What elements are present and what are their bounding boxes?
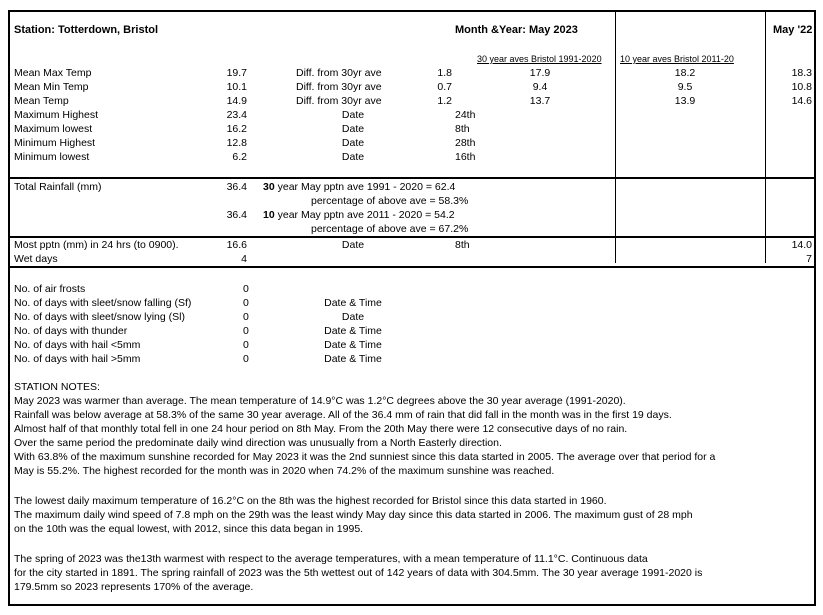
ave10-value: 13.9 <box>674 95 696 107</box>
most-pptn-label: Most pptn (mm) in 24 hrs (to 0900). <box>14 239 179 251</box>
most-pptn-value: 16.6 <box>226 239 247 251</box>
notes-line: Rainfall was below average at 58.3% of the same 30 year average. All of the 36.4 mm of rain that did fall in the month was in the first 19 days. <box>14 409 672 421</box>
rainfall-ave30 <box>263 180 455 194</box>
ave10-text: year May pptn ave 2011 - 2020 = 54.2 <box>274 209 455 221</box>
row-label: Minimum Highest <box>14 137 96 149</box>
row-value: 16.2 <box>226 123 247 135</box>
rainfall-pct10: percentage of above ave = 67.2% <box>311 223 469 235</box>
count-value: 0 <box>243 297 249 309</box>
row-value: 10.1 <box>226 81 247 93</box>
most-pptn-date: 8th <box>455 239 470 251</box>
count-label: No. of days with thunder <box>14 325 128 337</box>
column-divider <box>765 10 766 263</box>
notes-line: Almost half of that monthly total fell in one 24 hour period on 8th May. From the 20th May there were 12 consecutive days of no rain. <box>14 423 628 435</box>
date-label: Date <box>341 137 365 149</box>
rainfall-value-2: 36.4 <box>226 209 247 221</box>
notes-line: 179.5mm so 2023 represents 170% of the average. <box>14 581 254 593</box>
date-value: 24th <box>455 109 476 121</box>
prev-year-header: May '22 <box>773 24 813 36</box>
count-extra: Date & Time <box>324 297 382 309</box>
ave30-value: 17.9 <box>529 67 551 79</box>
notes-line: With 63.8% of the maximum sunshine recorded for May 2023 it was the 2nd sunniest since this data started in 2005. The average over that period for a <box>14 451 716 463</box>
row-value: 6.2 <box>232 151 247 163</box>
notes-line: for the city started in 1891. The spring rainfall of 2023 was the 5th wettest out of 142 years of data with 304.5mm. The 30 year average 1991-2020 is <box>14 567 703 579</box>
row-label: Maximum Highest <box>14 109 99 121</box>
ave30-value: 13.7 <box>529 95 551 107</box>
rainfall-pct30: percentage of above ave = 58.3% <box>311 195 469 207</box>
most-pptn-prev: 14.0 <box>791 239 812 251</box>
count-extra: Date & Time <box>324 339 382 351</box>
prev-value: 18.3 <box>791 67 812 79</box>
count-label: No. of days with hail >5mm <box>14 353 141 365</box>
count-value: 0 <box>243 311 249 323</box>
ave10-value: 9.5 <box>677 81 693 93</box>
count-value: 0 <box>243 353 249 365</box>
count-extra: Date & Time <box>324 325 382 337</box>
notes-line: Over the same period the predominate daily wind direction was unusually from a North Easterly direction. <box>14 437 502 449</box>
prev-value: 14.6 <box>791 95 812 107</box>
diff-label: Diff. from 30yr ave <box>296 67 382 79</box>
date-label: Date <box>341 109 365 121</box>
date-label: Date <box>341 239 365 251</box>
ave10-years: 10 <box>263 209 275 221</box>
count-label: No. of air frosts <box>14 283 86 295</box>
notes-line: The spring of 2023 was the13th warmest with respect to the average temperatures, with a mean temperature of 11.1°C. Continuous data <box>14 553 648 565</box>
column-divider <box>615 10 616 263</box>
row-value: 14.9 <box>226 95 247 107</box>
row-value: 23.4 <box>226 109 247 121</box>
row-label: Mean Max Temp <box>14 67 92 79</box>
station-name: Station: Totterdown, Bristol <box>14 24 159 36</box>
row-value: 19.7 <box>226 67 247 79</box>
date-label: Date <box>341 123 365 135</box>
wet-days-label: Wet days <box>14 253 58 265</box>
date-value: 28th <box>455 137 476 149</box>
date-label: Date <box>341 151 365 163</box>
notes-paragraph <box>14 494 804 536</box>
rainfall-value: 36.4 <box>226 181 247 193</box>
diff-label: Diff. from 30yr ave <box>296 95 382 107</box>
count-extra: Date & Time <box>324 353 382 365</box>
notes-line: The maximum daily wind speed of 7.8 mph on the 29th was the least windy May day since this data started in 2006. The maximum gust of 28 mph <box>14 509 693 521</box>
row-value: 12.8 <box>226 137 247 149</box>
ave30-text: year May pptn ave 1991 - 2020 = 62.4 <box>274 181 456 193</box>
section-divider <box>8 266 816 268</box>
notes-line: May is 55.2%. The highest recorded for the month was in 2020 when 74.2% of the maximum sunshine was reached. <box>14 465 555 477</box>
rainfall-ave10 <box>263 208 455 222</box>
count-extra: Date <box>341 311 365 323</box>
row-label: Mean Temp <box>14 95 69 107</box>
notes-line: The lowest daily maximum temperature of 16.2°C on the 8th was the highest recorded for Bristol since this data started in 1960. <box>14 495 607 507</box>
count-label: No. of days with sleet/snow lying (Sl) <box>14 311 185 323</box>
count-label: No. of days with sleet/snow falling (Sf) <box>14 297 192 309</box>
diff-value: 1.8 <box>437 67 452 79</box>
row-label: Maximum lowest <box>14 123 93 135</box>
ave30-years: 30 <box>263 181 275 193</box>
aves10-header: 10 year aves Bristol 2011-20 <box>620 54 734 64</box>
notes-title: STATION NOTES: <box>14 381 100 393</box>
notes-paragraph <box>14 552 804 594</box>
diff-label: Diff. from 30yr ave <box>296 81 382 93</box>
count-label: No. of days with hail <5mm <box>14 339 141 351</box>
row-label: Mean Min Temp <box>14 81 89 93</box>
wet-days-value: 4 <box>241 253 247 265</box>
month-year: Month &Year: May 2023 <box>455 24 578 36</box>
notes-line: May 2023 was warmer than average. The mean temperature of 14.9°C was 1.2°C degrees above the 30 year average (1991-2020). <box>14 395 626 407</box>
aves30-header: 30 year aves Bristol 1991-2020 <box>477 54 602 64</box>
count-value: 0 <box>243 325 249 337</box>
section-divider <box>8 177 816 179</box>
notes-line: on the 10th was the equal lowest, with 2012, since this data began in 1995. <box>14 523 364 535</box>
wet-days-prev: 7 <box>806 253 812 265</box>
diff-value: 1.2 <box>437 95 452 107</box>
rainfall-label: Total Rainfall (mm) <box>14 181 102 193</box>
ave10-value: 18.2 <box>674 67 696 79</box>
prev-value: 10.8 <box>791 81 812 93</box>
date-value: 8th <box>455 123 470 135</box>
count-value: 0 <box>243 283 249 295</box>
row-label: Minimum lowest <box>14 151 90 163</box>
notes-paragraph <box>14 394 804 478</box>
diff-value: 0.7 <box>437 81 452 93</box>
date-value: 16th <box>455 151 476 163</box>
count-value: 0 <box>243 339 249 351</box>
ave30-value: 9.4 <box>532 81 548 93</box>
